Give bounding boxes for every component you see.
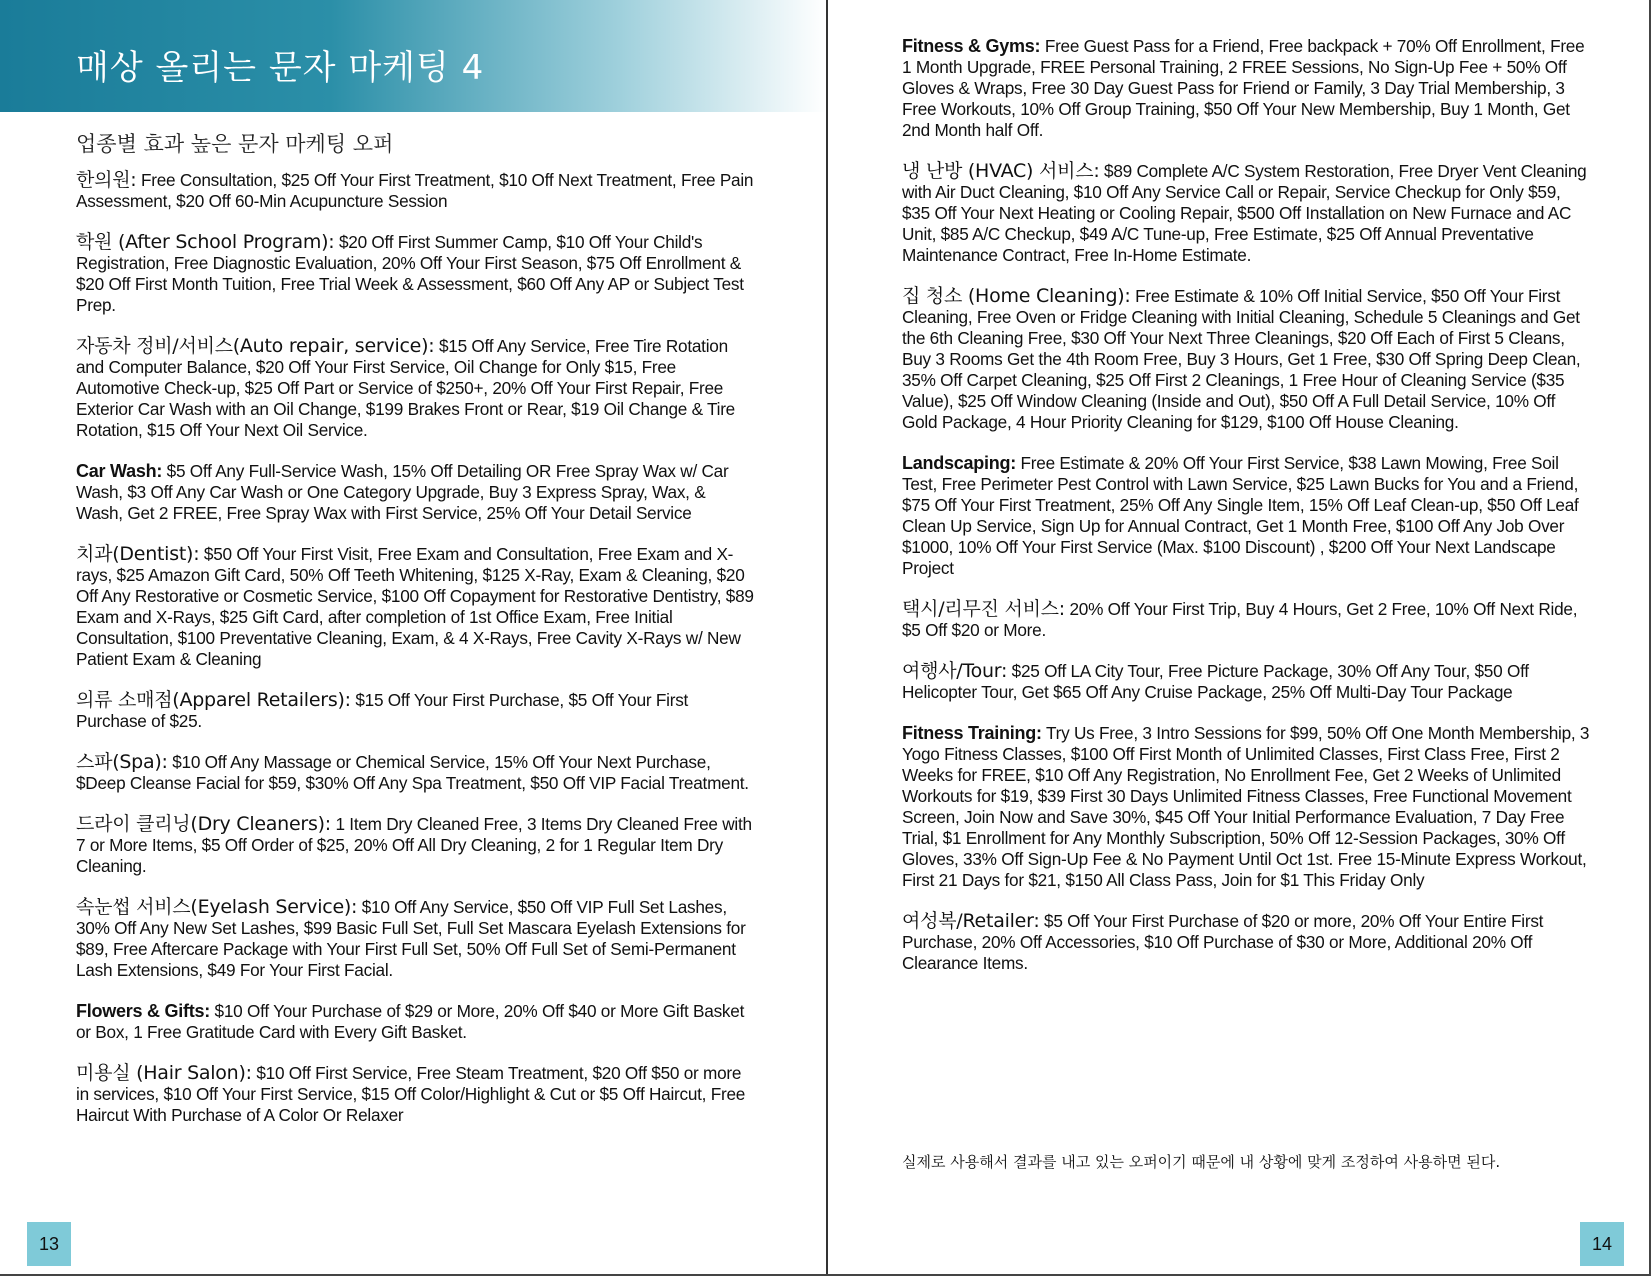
business-label: 학원 (After School Program): bbox=[76, 231, 335, 253]
business-label: Flowers & Gifts: bbox=[76, 1001, 211, 1021]
offer-entry bbox=[902, 453, 1592, 579]
offer-entry bbox=[76, 336, 756, 441]
business-label: Landscaping: bbox=[902, 453, 1017, 473]
business-label: 여행사/Tour: bbox=[902, 660, 1008, 682]
page-number: 13 bbox=[27, 1222, 71, 1266]
offer-entry bbox=[76, 897, 756, 981]
offer-text: Free Consultation, $25 Off Your First Treatment, $10 Off Next Treatment, Free Pain Assessment, $20 Off 60-Min Acupuncture Session bbox=[76, 170, 754, 211]
left-column bbox=[76, 170, 756, 1146]
offer-text: $10 Off Any Massage or Chemical Service, 15% Off Your Next Purchase, $Deep Cleanse Facial for $59, $30% Off Any Spa Treatment, $50 Off VIP Facial Treatment. bbox=[76, 752, 749, 793]
offer-entry bbox=[76, 814, 756, 877]
business-label: 집 청소 (Home Cleaning): bbox=[902, 285, 1131, 307]
offer-entry bbox=[76, 752, 756, 794]
offer-entry bbox=[902, 36, 1592, 141]
offer-text: $5 Off Your First Purchase of $20 or more, 20% Off Your Entire First Purchase, 20% Off Accessories, $10 Off Purchase of $30 or More, Additional 20% Off Clearance Items. bbox=[902, 911, 1544, 973]
business-label: 치과(Dentist): bbox=[76, 543, 200, 565]
chapter-header-banner bbox=[0, 0, 826, 112]
offer-text: 20% Off Your First Trip, Buy 4 Hours, Get 2 Free, 10% Off Next Ride, $5 Off $20 or More. bbox=[902, 599, 1578, 640]
offer-text: $10 Off First Service, Free Steam Treatment, $20 Off $50 or more in services, $10 Off Your First Service, $15 Off Color/Highlight & Cut or $5 Off Haircut, Free Haircut With Purchase of A Color Or Relaxer bbox=[76, 1063, 746, 1125]
offer-text: $25 Off LA City Tour, Free Picture Package, 30% Off Any Tour, $50 Off Helicopter Tour, Get $65 Off Any Cruise Package, 25% Off Multi-Day Tour Package bbox=[902, 661, 1529, 702]
offer-entry bbox=[76, 690, 756, 732]
offer-entry bbox=[902, 661, 1592, 703]
offer-text: Try Us Free, 3 Intro Sessions for $99, 50% Off One Month Membership, 3 Yogo Fitness Classes, $100 Off First Month of Unlimited Classes, First Class Free, First 2 Weeks for FREE, $10 Off Any Registration, No Enrollment Fee, Get 2 Weeks of Unlimited Workouts for $19, $39 First 30 Days Unlimited Fitness Classes, Free Functional Movement Screen, Join Now and Save 30%, $45 Off Your Initial Performance Evaluation, 7 Day Free Trial, $1 Enrollment for Any Monthly Subscription, 50% Off 12-Session Packages, 30% Off Gloves, 33% Off Sign-Up Fee & No Payment Until Oct 1st. Free 15-Minute Express Workout, First 21 Days for $21, $150 All Class Pass, Join for $1 This Friday Only bbox=[902, 723, 1590, 890]
offer-entry bbox=[76, 232, 756, 316]
offer-text: 1 Item Dry Cleaned Free, 3 Items Dry Cleaned Free with 7 or More Items, $5 Off Order of $25, 20% Off All Dry Cleaning, 2 for 1 Regular Item Dry Cleaning. bbox=[76, 814, 752, 876]
offer-text: $20 Off First Summer Camp, $10 Off Your Child's Registration, Free Diagnostic Evaluation, 20% Off Your First Season, $75 Off Enrollment & $20 Off First Month Tuition, Free Trial Week & Assessment, $60 Off Any AP or Subject Test Prep. bbox=[76, 232, 744, 315]
right-page bbox=[828, 0, 1651, 1276]
chapter-title: 매상 올리는 문자 마케팅 4 bbox=[76, 48, 485, 88]
offer-entry bbox=[902, 723, 1592, 891]
offer-text: Free Estimate & 10% Off Initial Service, $50 Off Your First Cleaning, Free Oven or Fridge Cleaning with Initial Cleaning, Schedule 5 Cleanings and Get the 6th Cleaning Free, $30 Off Your Next Three Cleanings, $20 Off Each of First 5 Cleans, Buy 3 Rooms Get the 4th Room Free, Buy 3 Hours, Get 1 Free, $30 Off Spring Deep Clean, 35% Off Carpet Cleaning, $25 Off First 2 Cleanings, 1 Free Hour of Cleaning Service ($35 Value), $25 Off Window Cleaning (Inside and Out), $50 Off A Full Detail Service, 10% Off Gold Package, 4 Hour Priority Cleaning for $129, $100 Off House Cleaning. bbox=[902, 286, 1581, 432]
offer-entry bbox=[902, 911, 1592, 974]
offer-text: $89 Complete A/C System Restoration, Free Dryer Vent Cleaning with Air Duct Cleaning, $10 Off Any Service Call or Repair, Service Checkup for Only $59, $35 Off Your Next Heating or Cooling Repair, $500 Off Installation on New Furnace and AC Unit, $85 A/C Checkup, $49 A/C Tune-up, Free Estimate, $25 Off Annual Preventative Maintenance Contract, Free In-Home Estimate. bbox=[902, 161, 1587, 265]
offer-entry bbox=[76, 1001, 756, 1043]
business-label: 자동차 정비/서비스(Auto repair, service): bbox=[76, 335, 435, 357]
business-label: 의류 소매점(Apparel Retailers): bbox=[76, 689, 351, 711]
business-label: 미용실 (Hair Salon): bbox=[76, 1062, 252, 1084]
offer-entry bbox=[76, 544, 756, 670]
offer-entry bbox=[76, 461, 756, 524]
business-label: 스파(Spa): bbox=[76, 751, 168, 773]
offer-entry bbox=[902, 286, 1592, 433]
right-column bbox=[902, 36, 1592, 994]
offer-entry bbox=[902, 599, 1592, 641]
business-label: 택시/리무진 서비스: bbox=[902, 598, 1065, 620]
offer-text: Free Guest Pass for a Friend, Free backpack + 70% Off Enrollment, Free 1 Month Upgrade, FREE Personal Training, 2 FREE Sessions, No Sign-Up Fee + 50% Off Gloves & Wraps, Free 30 Day Guest Pass for Friend or Family, 3 Day Trial Membership, 3 Free Workouts, 10% Off Group Training, $50 Off Your New Membership, Buy 1 Month, Get 2nd Month half Off. bbox=[902, 36, 1585, 140]
offer-entry bbox=[76, 170, 756, 212]
offer-entry bbox=[902, 161, 1592, 266]
offer-text: $5 Off Any Full-Service Wash, 15% Off Detailing OR Free Spray Wax w/ Car Wash, $3 Off Any Car Wash or One Category Upgrade, Buy 3 Express Spray, Wax, & Wash, Get 2 FREE, Free Spray Wax with First Service, 25% Off Your Detail Service bbox=[76, 461, 729, 523]
offer-text: $15 Off Your First Purchase, $5 Off Your First Purchase of $25. bbox=[76, 690, 689, 731]
business-label: Car Wash: bbox=[76, 461, 163, 481]
offer-text: Free Estimate & 20% Off Your First Service, $38 Lawn Mowing, Free Soil Test, Free Perimeter Pest Control with Lawn Service, $25 Lawn Bucks for You and a Friend, $75 Off Your First Treatment, 25% Off Any Single Item, 15% Off Leaf Clean-up, $50 Off Leaf Clean Up Service, Sign Up for Annual Contract, Get 1 Month Free, $100 Off Any Job Over $1000, 10% Off Your First Service (Max. $100 Discount) , $200 Off Your Next Landscape Project bbox=[902, 453, 1579, 578]
business-label: 냉 난방 (HVAC) 서비스: bbox=[902, 160, 1100, 182]
page-number: 14 bbox=[1580, 1222, 1624, 1266]
offer-text: $10 Off Any Service, $50 Off VIP Full Set Lashes, 30% Off Any New Set Lashes, $99 Basic Full Set, Full Set Mascara Eyelash Extensions for $89, Free Aftercare Package with Your First Full Set, 50% Off Full Set of Semi-Permanent Lash Extensions, $49 For Your First Facial. bbox=[76, 897, 746, 980]
offer-text: $10 Off Your Purchase of $29 or More, 20% Off $40 or More Gift Basket or Box, 1 Free Gratitude Card with Every Gift Basket. bbox=[76, 1001, 745, 1042]
offer-text: $50 Off Your First Visit, Free Exam and Consultation, Free Exam and X-rays, $25 Amazon Gift Card, 50% Off Teeth Whitening, $125 X-Ray, Exam & Cleaning, $20 Off Any Restorative or Cosmetic Service, $100 Off Copayment for Restorative Dentistry, $89 Exam and X-Rays, $25 Gift Card, after completion of 1st Office Exam, Free Initial Consultation, $100 Preventative Cleaning, Exam, & 4 X-Rays, Free Cavity X-Rays w/ New Patient Exam & Cleaning bbox=[76, 544, 754, 669]
section-subtitle: 업종별 효과 높은 문자 마케팅 오퍼 bbox=[76, 132, 394, 156]
business-label: 드라이 클리닝(Dry Cleaners): bbox=[76, 813, 331, 835]
business-label: 한의원: bbox=[76, 169, 137, 191]
offer-entry bbox=[76, 1063, 756, 1126]
business-label: Fitness & Gyms: bbox=[902, 36, 1041, 56]
offer-text: $15 Off Any Service, Free Tire Rotation and Computer Balance, $20 Off Your First Service, Oil Change for Only $15, Free Automotive Check-up, $25 Off Part or Service of $250+, 20% Off Your First Repair, Free Exterior Car Wash with an Oil Change, $199 Brakes Front or Rear, $19 Oil Change & Tire Rotation, $15 Off Your Next Oil Service. bbox=[76, 336, 735, 440]
business-label: 속눈썹 서비스(Eyelash Service): bbox=[76, 896, 358, 918]
business-label: Fitness Training: bbox=[902, 723, 1042, 743]
closing-note: 실제로 사용해서 결과를 내고 있는 오퍼이기 때문에 내 상황에 맞게 조정하여 사용하면 된다. bbox=[902, 1153, 1501, 1171]
business-label: 여성복/Retailer: bbox=[902, 910, 1040, 932]
